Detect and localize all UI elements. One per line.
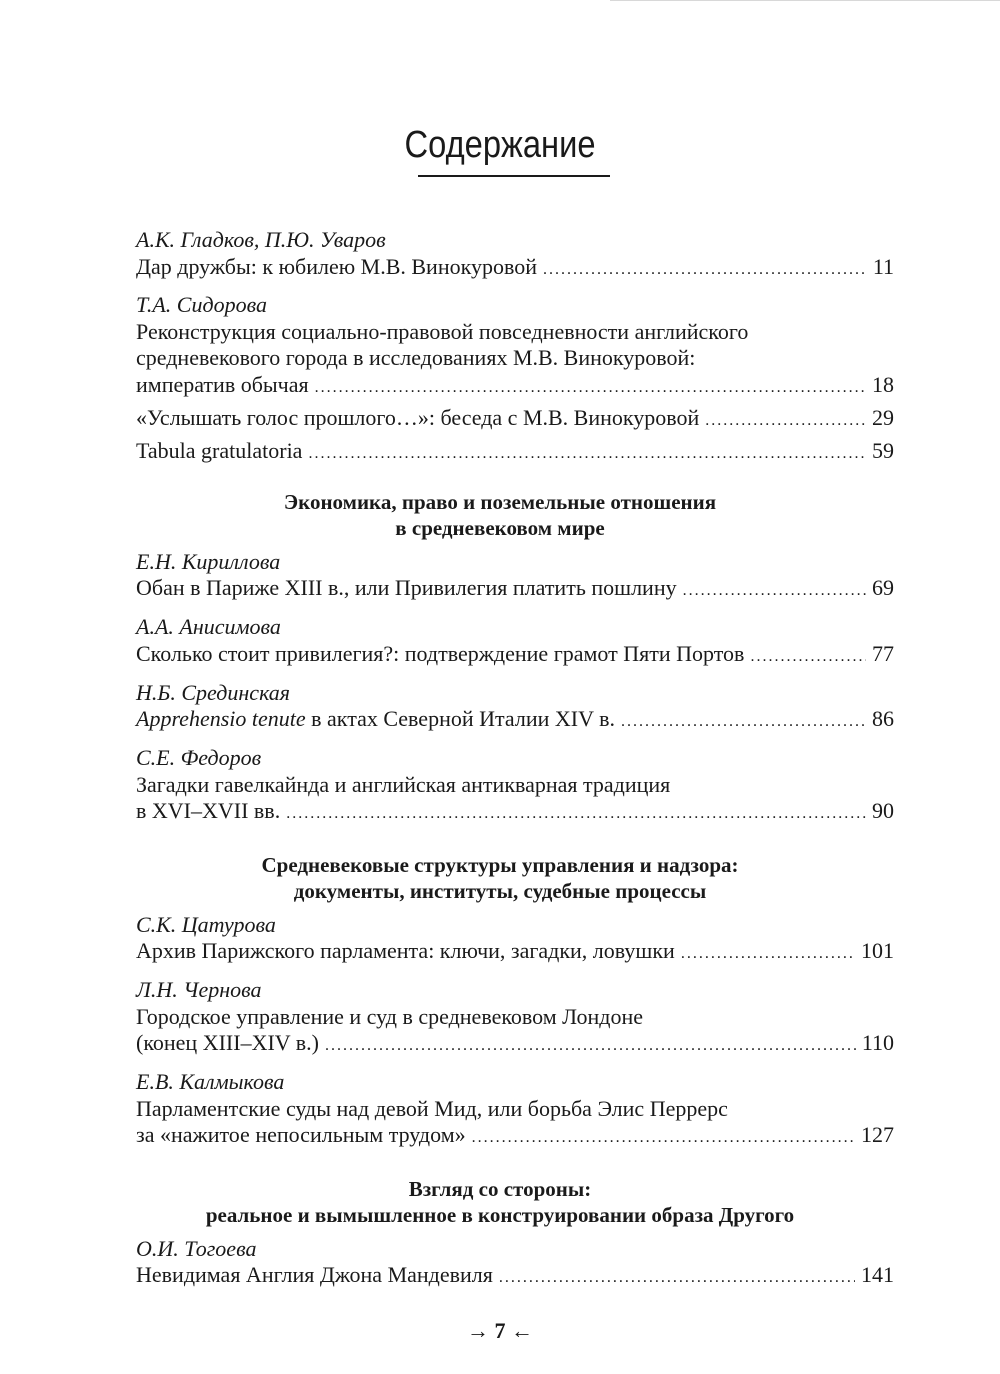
toc-entry[interactable] <box>136 640 894 671</box>
toc-page-number: 110 <box>861 1030 894 1055</box>
toc-page-number: 141 <box>861 1262 894 1287</box>
toc-entry-title-line: средневекового города в исследованиях М.В. Винокуровой: <box>136 345 696 370</box>
toc-page-number: 90 <box>872 798 894 823</box>
toc-page-number: 59 <box>872 438 894 463</box>
toc-leader-dots <box>499 1264 855 1292</box>
toc-entry-title-line: Городское управление и суд в средневековом Лондоне <box>136 1004 644 1029</box>
section-heading-line: Средневековые структуры управления и надзора: <box>261 853 739 877</box>
toc-entry-title: Обан в Париже XIII в., или Привилегия платить пошлину <box>136 575 677 600</box>
toc-entry-title-line: Загадки гавелкайнда и английская антикварная традиция <box>136 772 671 797</box>
scan-edge-line <box>610 0 1000 5</box>
section-heading-line: в средневековом мире <box>395 516 605 540</box>
toc-leader-dots <box>705 407 866 435</box>
toc-entry[interactable] <box>136 371 894 402</box>
toc-page-number: 77 <box>872 641 894 666</box>
toc-entry-title: Сколько стоит привилегия?: подтверждение грамот Пяти Портов <box>136 641 745 666</box>
section-heading <box>0 852 1000 904</box>
toc-entry-title <box>136 705 615 733</box>
toc-author: А.А. Анисимова <box>136 614 281 639</box>
toc-entry[interactable] <box>136 1261 894 1292</box>
toc-leader-dots <box>472 1124 855 1152</box>
toc-entry-title-line: Парламентские суды над девой Мид, или борьба Элис Перрерс <box>136 1096 728 1121</box>
toc-leader-dots <box>683 577 866 605</box>
toc-entry-title: Дар дружбы: к юбилею М.В. Винокуровой <box>136 254 537 279</box>
toc-entry-title-rest: в актах Северной Италии XIV в. <box>305 706 615 731</box>
section-heading-line: документы, институты, судебные процессы <box>293 879 707 903</box>
toc-leader-dots <box>286 800 866 828</box>
toc-leader-dots <box>308 440 866 468</box>
toc-author: С.К. Цатурова <box>136 912 276 937</box>
toc-entry[interactable] <box>136 574 894 605</box>
toc-entry-title: Tabula gratulatoria <box>136 438 303 463</box>
toc-author: Н.Б. Срединская <box>136 680 291 705</box>
toc-entry-title: «Услышать голос прошлого…»: беседа с М.В. Винокуровой <box>136 405 700 430</box>
toc-entry[interactable] <box>136 937 894 968</box>
toc-leader-dots <box>325 1032 856 1060</box>
toc-entry[interactable] <box>136 253 894 284</box>
toc-leader-dots <box>315 374 866 402</box>
toc-author: О.И. Тогоева <box>136 1236 257 1261</box>
toc-author: Е.В. Калмыкова <box>136 1069 285 1094</box>
toc-entry-title: за «нажитое непосильным трудом» <box>136 1122 466 1147</box>
toc-leader-dots <box>681 940 855 968</box>
page-title: Содержание <box>404 124 596 166</box>
toc-entry[interactable] <box>136 437 894 468</box>
toc-entry[interactable] <box>136 705 894 736</box>
toc-author: Л.Н. Чернова <box>136 977 262 1002</box>
title-underline <box>418 175 610 177</box>
toc-entry-title: Архив Парижского парламента: ключи, загадки, ловушки <box>136 938 675 963</box>
toc-leader-dots <box>621 708 866 736</box>
toc-page-number: 101 <box>861 938 894 963</box>
toc-author: С.Е. Федоров <box>136 745 262 770</box>
toc-entry-title-italic: Apprehensio tenute <box>136 706 306 731</box>
toc-entry[interactable] <box>136 404 894 435</box>
toc-page-number: 69 <box>872 575 894 600</box>
section-heading-line: Экономика, право и поземельные отношения <box>283 490 717 514</box>
toc-author: Е.Н. Кириллова <box>136 549 281 574</box>
toc-leader-dots <box>750 643 866 671</box>
toc-page-number: 11 <box>872 254 894 279</box>
toc-author: Т.А. Сидорова <box>136 292 267 317</box>
section-heading <box>0 1176 1000 1228</box>
toc-entry[interactable] <box>136 1029 894 1060</box>
toc-entry-title: Невидимая Англия Джона Мандевиля <box>136 1262 493 1287</box>
toc-page-number: 18 <box>872 372 894 397</box>
toc-page-number: 127 <box>861 1122 894 1147</box>
section-heading-line: реальное и вымышленное в конструировании образа Другого <box>205 1203 795 1227</box>
toc-entry-title-line: Реконструкция социально-правовой повседневности английского <box>136 319 749 344</box>
toc-entry[interactable] <box>136 797 894 828</box>
page-number-folio: → 7 ← <box>467 1318 533 1343</box>
toc-entry-title: (конец XIII–XIV в.) <box>136 1030 319 1055</box>
section-heading-line: Взгляд со стороны: <box>408 1177 592 1201</box>
toc-entry[interactable] <box>136 1121 894 1152</box>
toc-page-number: 86 <box>872 706 894 731</box>
section-heading <box>0 489 1000 541</box>
toc-entry-title: в XVI–XVII вв. <box>136 798 281 823</box>
toc-entry-title: императив обычая <box>136 372 309 397</box>
toc-leader-dots <box>543 256 867 284</box>
toc-author: А.К. Гладков, П.Ю. Уваров <box>136 227 386 252</box>
toc-page-number: 29 <box>872 405 894 430</box>
